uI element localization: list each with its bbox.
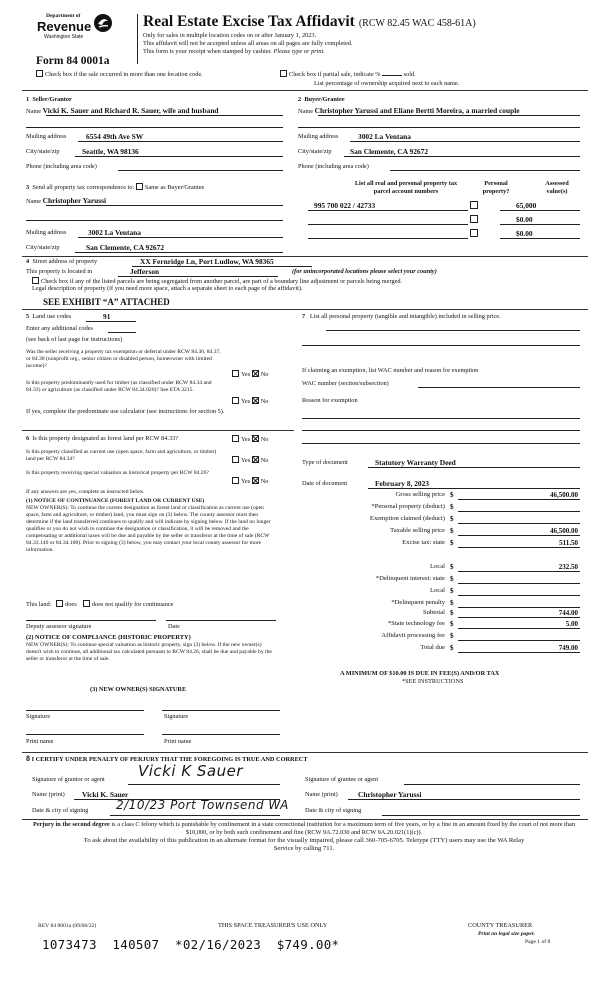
dollar-sign: $ [450,491,454,499]
correspondence-row [26,183,204,192]
seller-heading-label: Seller/Grantor [32,96,72,103]
totals-row [300,632,580,641]
does-label: does [65,601,77,608]
forest-q1-no-checkbox[interactable] [252,435,259,442]
land-use-q2-yes-checkbox[interactable] [232,397,239,404]
buyer-phone-label: Phone (including area code) [298,163,369,170]
grantor-date-label: Date & city of signing [32,807,89,814]
totals-row [300,575,580,584]
seller-phone-line [118,170,283,171]
land-use-code[interactable]: 91 [103,312,111,321]
buyer-heading-label: Buyer/Grantee [304,96,345,103]
assessed-value-3[interactable]: $0.00 [516,229,533,238]
land-use-q2-no-checkbox[interactable] [252,397,259,404]
footer-stamp: 1073473 140507 *02/16/2023 $749.00* [42,937,340,952]
account-number-1[interactable]: 995 700 022 / 42733 [314,201,376,210]
doc-date-label: Date of document [302,480,348,487]
doc-type-line [368,467,580,468]
totals-underline [458,511,580,512]
forest-q3-no: No [260,478,269,485]
owner-sig-label-2: Signature [164,713,189,720]
land-use-q2-no: No [260,398,269,405]
forest-q2-no: No [260,457,269,464]
personal-property-checkbox-2[interactable] [470,215,478,223]
totals-label: Local [429,563,445,570]
grantor-date-city[interactable]: 2/10/23 Port Townsend WA [116,798,289,812]
totals-row [300,644,580,653]
property-street[interactable]: XX Fernridge Ln, Port Ludlow, WA 98365 [140,257,274,266]
seller-section-number: 1 [26,96,30,103]
form-rcw: (RCW 82.45 WAC 458-61A) [358,18,476,29]
property-section-number: 4 [26,258,30,265]
owner-print-line-2 [162,734,280,735]
assessed-value-2[interactable]: $0.00 [516,215,533,224]
form-title: Real Estate Excise Tax Affidavit [143,13,355,30]
footer-page: Page 1 of 8 [525,939,551,945]
does-checkbox[interactable] [56,600,63,607]
correspondence-city-label: City/state/zip [26,244,60,251]
land-use-q1-yes-checkbox[interactable] [232,370,239,377]
deputy-date-line [166,620,276,621]
partial-sale-blank[interactable] [382,70,402,76]
totals-label: Taxable selling price [390,527,445,534]
totals-row [300,515,580,524]
land-use-q1-no: No [260,371,269,378]
seller-name-line-2 [26,127,283,128]
notice2-title: (2) NOTICE OF COMPLIANCE (HISTORIC PROPERTY) [26,634,191,641]
minimum-note: A MINIMUM OF $10.00 IS DUE IN FEE(S) AND/OR TAX [340,670,500,677]
accounts-col3-header: Assessed value(s) [545,180,569,195]
see-instructions: *SEE INSTRUCTIONS [402,678,464,685]
form-number: Form 84 0001a [36,55,110,67]
buyer-heading [298,96,345,104]
same-as-buyer-checkbox[interactable] [136,183,143,190]
totals-underline [458,499,580,500]
buyer-name-line-2 [298,127,580,128]
land-use-q1-no-checkbox[interactable] [252,370,259,377]
assessed-line-2 [500,224,580,225]
land-use-row [26,313,71,321]
owner-sig-title: (3) NEW OWNER(S) SIGNATURE [90,686,187,693]
form-title-row [143,13,476,31]
header-note-2: This affidavit will not be accepted unless all areas on all pages are fully completed. [143,40,353,47]
forest-q3-answer [232,477,268,486]
grantor-date-line [110,815,280,816]
forest-q3-yes: Yes [241,478,251,485]
land-use-label: Land use codes [32,313,72,320]
grantee-date-label: Date & city of signing [305,807,362,814]
personal-property-row [302,313,572,321]
property-legal-note: Legal description of property (if you need more space, attach a separate sheet to each page of the affidavit). [32,285,303,292]
dollar-sign: $ [450,575,454,583]
totals-label: *Personal property (deduct) [371,503,445,510]
totals-underline [458,571,580,572]
list-percentage-note: List percentage of ownership acquired next to each name. [314,80,460,87]
correspondence-name[interactable]: Christopher Yarussi [42,196,107,205]
segregate-checkbox[interactable] [32,277,39,284]
perjury-rule [22,819,588,820]
dollar-sign: $ [450,563,454,571]
dollar-sign: $ [450,599,454,607]
totals-label: Local [429,587,445,594]
header-note-1: Only for sales in multiple location codes on or after January 1, 2023. [143,32,317,39]
property-county[interactable]: Jefferson [130,267,160,276]
dollar-sign: $ [450,644,454,652]
forest-q3-no-checkbox[interactable] [252,477,259,484]
totals-label: Exemption claimed (deduct) [369,515,445,522]
footer-county-treasurer: COUNTY TREASURER [468,922,533,929]
perjury-text: is a class C felony which is punishable by confinement in a state correctional institution for a maximum term of five years, or by a fine in an amount fixed by the court of not more than $10,000, or by both such confinement and fine (RCW 9A.72.030 and RCW 9A.20.021(1)(c)). [109,821,575,836]
owner-sig-line-1 [26,710,144,711]
header-note-3 [143,48,325,56]
forest-section-number: 6 [26,435,30,442]
forest-q1-yes: Yes [241,436,251,443]
forest-q2-yes-checkbox[interactable] [232,456,239,463]
forest-if-yes: If any answers are yes, complete as instructed below. [26,489,145,495]
owner-print-line-1 [26,734,144,735]
totals-label: Gross selling price [395,491,445,498]
dollar-sign: $ [450,527,454,535]
personal-property-line-2 [302,345,580,346]
dollar-sign: $ [450,539,454,547]
dollar-sign: $ [450,609,454,617]
owner-print-label-2: Print name [164,738,192,745]
certify-section-number: 8 [26,754,30,763]
totals-row [300,620,580,629]
correspondence-name-line [46,205,283,206]
wac-label: WAC number (section/subsection) [302,380,389,387]
property-street-label: Street address of property [32,258,98,265]
correspondence-name-line-2 [26,220,283,221]
land-use-additional: Enter any additional codes [26,325,93,332]
partial-sale-check[interactable] [280,70,416,79]
does-not-checkbox[interactable] [83,600,90,607]
totals-underline [458,628,580,629]
dept-line1: Department of [46,13,81,19]
forest-q2: Is this property classified as current use (open space, farm and agriculture, or timber) land per RCW 84.34? [26,449,217,462]
multi-location-checkbox[interactable] [36,70,43,77]
personal-property-label: List all personal property (tangible and intangible) included in selling price. [309,313,501,320]
dor-emblem-icon [93,13,113,33]
personal-property-section-number: 7 [302,313,306,320]
footer-treasurer-use: THIS SPACE TREASURER'S USE ONLY [218,922,328,929]
dept-line2: Revenue [37,19,92,34]
footer-rev: REV 84 0001a (09/08/22) [38,923,97,929]
personal-property-line-1 [326,330,580,331]
land-use-q2-yes: Yes [241,398,251,405]
totals-row [300,491,580,500]
seller-mailing[interactable]: 6554 49th Ave SW [86,132,144,141]
reason-label: Reason for exemption [302,397,358,404]
land-use-q2: Is this property predominantly used for timber (as classified under RCW 84.34 and 84.33) or agriculture (as classified under RCW 84.34.020)? See ETA 3215. [26,380,212,393]
land-use-q1-answer [232,370,268,379]
totals-label: Subtotal [423,609,445,616]
buyer-name[interactable]: Christopher Yarussi and Eliane Bertti Moreira, a married couple [314,106,520,115]
totals-row [300,539,580,548]
accessibility-note: To ask about the availability of this publication in an alternate format for the visually impaired, please call 360-705-6705. Teletype (TTY) users may use the WA Relay Service by calling 711. [83,837,525,852]
totals-label: *Delinquent interest: state [375,575,445,582]
dollar-sign: $ [450,587,454,595]
correspondence-name-label: Name [26,198,42,205]
grantee-sig-label: Signature of grantee or agent [305,776,379,783]
deputy-date-label: Date [168,623,180,630]
forest-q2-no-checkbox[interactable] [252,456,259,463]
buyer-phone-line [390,170,580,171]
totals-underline [458,652,580,653]
reason-line-1 [302,418,580,419]
totals-amount[interactable]: 749.00 [558,644,578,652]
totals-row [300,609,580,618]
buyer-mailing-line [350,141,580,142]
doc-type[interactable]: Statutory Warranty Deed [375,458,456,467]
owner-sig-line-2 [162,710,280,711]
totals-amount[interactable]: 5.00 [565,620,578,628]
land-use-additional-line [108,332,136,333]
correspondence-mailing-label: Mailing address [26,229,67,236]
correspondence-section-number: 3 [26,184,30,191]
certify-title: I CERTIFY UNDER PENALTY OF PERJURY THAT THE FOREGOING IS TRUE AND CORRECT [31,756,308,763]
header-note-3-text: This form is your receipt when stamped by cashier. [143,48,272,55]
section5-rule [22,309,588,310]
grantee-name-label: Name (print) [305,791,338,798]
correspondence-city-line [75,252,283,253]
deputy-sig-label: Deputy assessor signature [26,623,92,630]
property-street-row [26,258,97,266]
totals-label: Affidavit processing fee [381,632,445,639]
forest-q3: Is this property receiving special valuation as historical property per RCW 84.26? [26,470,209,476]
grantor-sig-label: Signature of grantor or agent [32,776,105,783]
totals-row [300,563,580,572]
totals-amount[interactable]: 46,500.00 [550,527,578,535]
totals-row [300,503,580,512]
totals-underline [458,595,580,596]
buyer-city-label: City/state/zip [298,148,332,155]
doc-date[interactable]: February 8, 2023 [375,479,429,488]
seller-phone-label: Phone (including area code) [26,163,97,170]
multi-location-check[interactable] [36,70,203,79]
accounts-col1-header: List all real and personal property tax parcel account numbers [354,180,458,195]
dor-logo [34,13,116,49]
totals-underline [458,640,580,641]
totals-underline [458,523,580,524]
grantee-name[interactable]: Christopher Yarussi [358,790,422,799]
account-line-2 [308,224,468,225]
notice1-body: NEW OWNER(S): To continue the current designation as forest land or classification as current use (open space, farm and agriculture, or timber) land, you must sign on (3) below. The county assessor must then determine if the land transferred continues to qualify and will indicate by signing below. If the land no longer qualifies or you do not wish to continue the designation or classification, it will be removed and the compensating or additional taxes will be due and payable by the seller or transferor at the time of sale (RCW 84.33.140 or 84.34.108). Prior to signing (3) below, you may contact your local county assessor for more information. [26,505,271,553]
doc-date-line [368,488,580,489]
account-line-3 [308,238,468,239]
land-use-q2-note: If yes, complete the predominate use calculator (see instructions for section 5). [26,408,225,415]
this-land-label: This land: [26,601,52,608]
seller-heading [26,96,72,104]
grantor-name[interactable]: Vicki K. Sauer [82,790,129,799]
perjury-bold: Perjury in the second degree [33,821,110,828]
seller-city-label: City/state/zip [26,148,60,155]
forest-q2-answer [232,456,268,465]
totals-amount[interactable]: 511.50 [559,539,578,547]
buyer-mailing[interactable]: 3002 La Ventana [358,132,411,141]
totals-underline [458,617,580,618]
grantor-sig-line [128,784,280,785]
property-county-note: (for unincorporated locations please select your county) [292,268,437,275]
accounts-col2-header: Personal property? [482,180,510,195]
assessed-line-3 [500,238,580,239]
seller-name-label: Name [26,108,42,115]
buyer-name-label: Name [298,108,314,115]
land-use-section-number: 5 [26,313,30,320]
totals-label: *State technology fee [387,620,445,627]
deputy-sig-line [26,620,156,621]
section6-rule [22,430,294,431]
correspondence-city[interactable]: San Clemente, CA 92672 [86,243,165,252]
forest-q2-yes: Yes [241,457,251,464]
correspondence-label: Send all property tax correspondence to: [32,184,135,191]
property-located-label: This property is located in [26,268,93,275]
personal-property-checkbox-3[interactable] [470,229,478,237]
totals-label: Total due [420,644,445,651]
footer-legal-paper: Print on legal size paper. [478,931,536,937]
property-exhibit: SEE EXHIBIT “A” ATTACHED [43,297,170,307]
land-use-q1-yes: Yes [241,371,251,378]
totals-label: *Delinquent penalty [391,599,445,606]
totals-underline [458,547,580,548]
totals-underline [458,607,580,608]
top-rule [22,90,588,91]
this-land-row [26,600,173,609]
forest-q1-no: No [260,436,269,443]
dollar-sign: $ [450,503,454,511]
does-not-label: does not qualify for continuance [91,601,174,608]
header-note-3-italic: Please type or print. [273,48,325,55]
seller-name-line [46,115,283,116]
dollar-sign: $ [450,632,454,640]
forest-q1-answer [232,435,268,444]
section8-rule [22,752,588,753]
dollar-sign: $ [450,515,454,523]
grantor-signature[interactable]: Vicki K Sauer [138,762,244,780]
owner-print-label-1: Print name [26,738,54,745]
reason-line-2 [302,430,580,431]
land-use-q2-answer [232,397,268,406]
forest-q1-yes-checkbox[interactable] [232,435,239,442]
correspondence-mailing[interactable]: 3002 La Ventana [88,228,141,237]
grantee-date-line [382,815,580,816]
buyer-mailing-label: Mailing address [298,133,339,140]
land-use-see-back: (see back of last page for instructions) [26,336,123,343]
forest-q3-yes-checkbox[interactable] [232,477,239,484]
seller-name[interactable]: Vicki K. Sauer and Richard R. Sauer, wife and husband [42,106,219,115]
totals-underline [458,535,580,536]
totals-row [300,587,580,596]
account-line-1 [308,210,468,211]
header-divider [137,14,138,64]
partial-sale-sold: sold. [403,71,416,78]
personal-property-checkbox-1[interactable] [470,201,478,209]
buyer-name-line [318,115,580,116]
perjury-statement [30,821,578,836]
totals-underline [458,583,580,584]
notice1-title: (1) NOTICE OF CONTINUANCE (FOREST LAND OR CURRENT USE) [26,498,205,504]
totals-amount[interactable]: 46,500.00 [550,491,578,499]
reason-line-3 [302,443,580,444]
owner-sig-label-1: Signature [26,713,51,720]
totals-row [300,599,580,608]
partial-sale-checkbox[interactable] [280,70,287,77]
seller-mailing-label: Mailing address [26,133,67,140]
multi-location-label: Check box if the sale occurred in more than one location code. [45,71,203,78]
wac-line [418,387,580,388]
seller-city[interactable]: Seattle, WA 98136 [82,147,139,156]
forest-q1: Is this property designated as forest land per RCW 84.33? [32,435,179,442]
totals-amount[interactable]: 232.50 [558,563,578,571]
seller-city-line [75,156,283,157]
same-as-buyer-label: Same as Buyer/Grantee [144,184,205,191]
dept-line3: Washington State [44,34,84,40]
buyer-city[interactable]: San Clemente, CA 92672 [350,147,429,156]
totals-row [300,527,580,536]
assessed-line-1 [500,210,580,211]
assessed-value-1[interactable]: 65,000 [516,201,537,210]
buyer-section-number: 2 [298,96,302,103]
buyer-city-line [344,156,580,157]
grantee-name-line [348,799,580,800]
totals-amount[interactable]: 744.00 [558,609,578,617]
forest-q1-row [26,435,178,443]
doc-type-label: Type of document [302,459,348,466]
partial-sale-label: Check box if partial sale, indicate % [289,71,381,78]
correspondence-mailing-line [78,237,283,238]
seller-mailing-line [78,141,283,142]
land-use-q1: Was the seller receiving a property tax exemption or deferral under RCW 84.36, 84.37, or 84.38 (nonprofit org., senior citizen or disabled person, homeowner with limited income)? [26,349,221,369]
dollar-sign: $ [450,620,454,628]
notice2-body: NEW OWNER(S): To continue special valuation as historic property, sign (3) below. If the new owner(s) doesn't wish to continue, all additional tax calculated pursuant to RCW 84.26, shall be due and payable by the seller or transferor at the time of sale. [26,642,272,662]
segregate-note: Check box if any of the listed parcels are being segregated from another parcel, are part of a boundary line adjustment or parcels being merged. [41,278,403,285]
grantee-sig-line [404,784,580,785]
section4-rule [22,256,588,257]
grantor-name-label: Name (print) [32,791,65,798]
totals-label: Excise tax: state [402,539,445,546]
land-use-code-line [86,321,136,322]
exemption-label: If claiming an exemption, list WAC number and reason for exemption [302,367,479,374]
